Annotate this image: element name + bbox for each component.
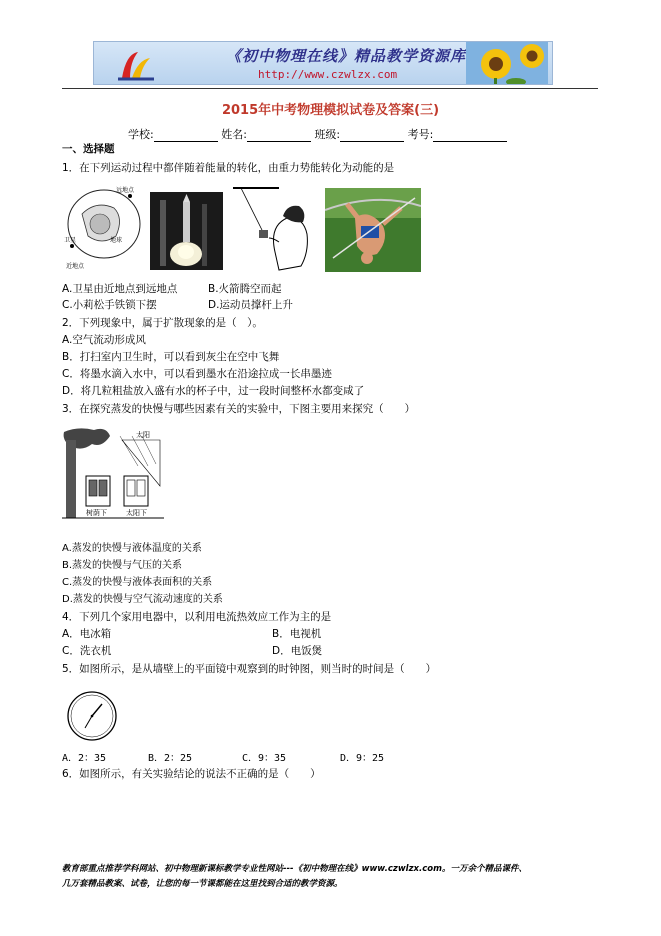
- q6-stem: 6．如图所示，有关实验结论的说法不正确的是（ ）: [62, 768, 321, 780]
- banner-title: 《初中物理在线》精品教学资源库: [226, 47, 467, 65]
- q4-option-a: A．电冰箱: [62, 628, 112, 640]
- q1-option-b: B.火箭腾空而起: [208, 283, 282, 295]
- q3-option-c: C.蒸发的快慢与液体表面积的关系: [62, 577, 213, 588]
- q4-option-d: D．电饭煲: [272, 645, 323, 657]
- mirror-clock-icon: [66, 690, 118, 742]
- school-label: 学校:: [128, 128, 154, 141]
- sunflower-icon: [466, 42, 548, 85]
- q2-option-b: B．打扫室内卫生时，可以看到灰尘在空中飞舞: [62, 351, 280, 363]
- page-footer: [62, 862, 622, 892]
- footer-line-1: 教育部重点推荐学科网站、初中物理新课标教学专业性网站---《初中物理在线》www.czwlzx.com。一万余个精品课件、: [62, 864, 527, 874]
- iron-lock-pendulum-figure: [229, 186, 321, 272]
- footer-line-2: 几万套精品教案、试卷，让您的每一节课都能在这里找到合适的教学资源。: [62, 879, 343, 889]
- q5-option-a: A．2：35: [62, 753, 107, 764]
- class-label: 班级:: [314, 128, 341, 141]
- q3-option-a: A.蒸发的快慢与液体温度的关系: [62, 543, 202, 554]
- exam-no-label: 考号:: [407, 128, 434, 141]
- header-banner: [93, 41, 553, 85]
- q5-stem: 5．如图所示，是从墙壁上的平面镜中观察到的时钟图，则当时的时间是（ ）: [62, 663, 437, 675]
- q1-option-c: C.小莉松手铁锁下摆: [62, 299, 157, 311]
- far-point-label: 远地点: [116, 187, 135, 194]
- banner-url: http://www.czwlzx.com: [258, 68, 398, 81]
- q3-option-b: B.蒸发的快慢与气压的关系: [62, 560, 183, 571]
- shade-label: 树荫下: [86, 509, 107, 517]
- student-info-row: [128, 126, 507, 142]
- q2-option-c: C．将墨水滴入水中，可以看到墨水在沿途拉成一长串墨迹: [62, 368, 332, 380]
- paper-title: 2015年中考物理模拟试卷及答案(三): [221, 103, 440, 118]
- name-field[interactable]: [247, 129, 311, 142]
- q3-option-d: D.蒸发的快慢与空气流动速度的关系: [62, 594, 223, 605]
- satellite-label: 卫星: [64, 237, 77, 244]
- q3-stem: 3．在探究蒸发的快慢与哪些因素有关的实验中，下图主要用来探究（ ）: [62, 403, 416, 415]
- q2-option-a: A.空气流动形成风: [62, 334, 146, 346]
- q2-option-d: D．将几粒粗盐放入盛有水的杯子中，过一段时间整杯水都变咸了: [62, 385, 365, 397]
- evaporation-experiment-figure: [62, 426, 164, 520]
- satellite-orbit-figure: [62, 184, 142, 272]
- name-label: 姓名:: [221, 128, 247, 141]
- q5-option-d: D．9：25: [340, 753, 385, 764]
- q5-option-c: C．9：35: [242, 753, 287, 764]
- pole-vault-photo: [325, 188, 421, 272]
- q1-option-a: A.卫星由近地点到远地点: [62, 283, 178, 295]
- earth-label: 地球: [110, 237, 123, 244]
- class-field[interactable]: [340, 129, 404, 142]
- q2-stem: 2．下列现象中，属于扩散现象的是（ ）。: [62, 317, 263, 329]
- q4-option-c: C．洗衣机: [62, 645, 112, 657]
- rocket-launch-photo: [150, 192, 223, 270]
- sun-label: 太阳: [136, 431, 150, 439]
- q4-option-b: B．电视机: [272, 628, 322, 640]
- section-heading: 一、选择题: [62, 143, 115, 155]
- sunlight-label: 太阳下: [126, 509, 147, 517]
- school-field[interactable]: [154, 129, 218, 142]
- q4-stem: 4．下列几个家用电器中，以利用电流热效应工作为主的是: [62, 611, 332, 623]
- q1-option-d: D.运动员撑杆上升: [208, 299, 293, 311]
- exam-no-field[interactable]: [433, 129, 507, 142]
- header-divider: [62, 88, 598, 89]
- site-logo-icon: [116, 48, 156, 82]
- q1-stem: 1．在下列运动过程中都伴随着能量的转化，由重力势能转化为动能的是: [62, 162, 395, 174]
- near-point-label: 近地点: [66, 263, 85, 270]
- q5-option-b: B．2：25: [148, 753, 193, 764]
